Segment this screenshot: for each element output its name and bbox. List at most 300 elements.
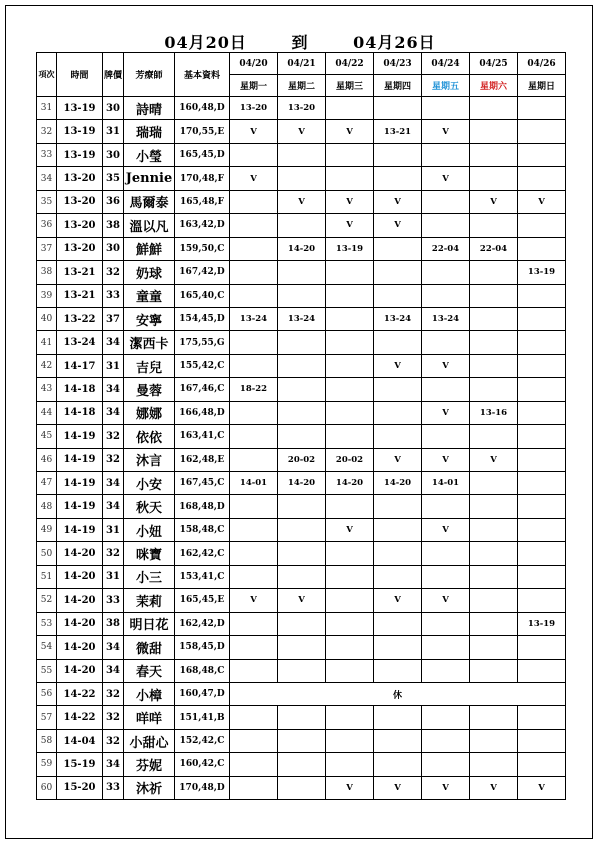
row-index: 44: [37, 401, 57, 424]
header-card: 牌價: [103, 53, 124, 97]
row-card-price: 34: [103, 659, 124, 682]
table-row: [37, 472, 566, 495]
schedule-cell: 13-19: [518, 612, 566, 635]
row-card-price: 32: [103, 682, 124, 705]
row-therapist-name: 安寧: [124, 307, 175, 330]
schedule-table: [36, 52, 566, 800]
schedule-cell: [470, 472, 518, 495]
row-card-price: 34: [103, 753, 124, 776]
schedule-cell: [374, 659, 422, 682]
schedule-cell: [230, 284, 278, 307]
row-time: 14-17: [57, 354, 103, 377]
row-card-price: 35: [103, 167, 124, 190]
schedule-cell: [278, 143, 326, 166]
row-card-price: 31: [103, 354, 124, 377]
schedule-cell: [374, 143, 422, 166]
schedule-cell: [518, 214, 566, 237]
schedule-cell: [230, 753, 278, 776]
page-title: [0, 30, 600, 53]
schedule-cell: 13-20: [278, 97, 326, 120]
header-therapist: 芳療師: [124, 53, 175, 97]
schedule-cell: [470, 167, 518, 190]
row-therapist-name: 小三: [124, 565, 175, 588]
row-basic-info: 167,46,C: [175, 378, 230, 401]
schedule-cell: [374, 542, 422, 565]
row-card-price: 31: [103, 120, 124, 143]
schedule-cell: [470, 307, 518, 330]
header-weekday: 星期四: [374, 75, 422, 97]
row-index: 52: [37, 589, 57, 612]
schedule-cell: 13-24: [422, 307, 470, 330]
schedule-cell: [470, 97, 518, 120]
table-row: [37, 565, 566, 588]
row-index: 31: [37, 97, 57, 120]
schedule-cell: [374, 706, 422, 729]
table-row: [37, 167, 566, 190]
schedule-cell: V: [470, 190, 518, 213]
table-row: [37, 659, 566, 682]
row-time: 14-22: [57, 682, 103, 705]
schedule-cell: [470, 378, 518, 401]
row-therapist-name: 吉兒: [124, 354, 175, 377]
row-time: 14-20: [57, 636, 103, 659]
row-index: 35: [37, 190, 57, 213]
schedule-cell: 13-20: [230, 97, 278, 120]
schedule-cell: [230, 261, 278, 284]
table-row: [37, 753, 566, 776]
row-basic-info: 154,45,D: [175, 307, 230, 330]
row-time: 14-20: [57, 565, 103, 588]
row-card-price: 34: [103, 331, 124, 354]
row-therapist-name: 溫以凡: [124, 214, 175, 237]
schedule-cell: [374, 753, 422, 776]
row-index: 38: [37, 261, 57, 284]
schedule-cell: [470, 659, 518, 682]
row-index: 41: [37, 331, 57, 354]
row-index: 53: [37, 612, 57, 635]
schedule-cell: [326, 261, 374, 284]
schedule-cell: V: [278, 120, 326, 143]
schedule-cell: [230, 237, 278, 260]
schedule-cell: [374, 636, 422, 659]
row-therapist-name: 奶球: [124, 261, 175, 284]
schedule-cell: V: [326, 518, 374, 541]
schedule-cell: 13-21: [374, 120, 422, 143]
row-basic-info: 155,42,C: [175, 354, 230, 377]
schedule-cell: [230, 776, 278, 799]
schedule-cell: [422, 706, 470, 729]
header-date: 04/26: [518, 53, 566, 75]
schedule-cell: [278, 729, 326, 752]
schedule-cell: V: [470, 448, 518, 471]
row-card-price: 37: [103, 307, 124, 330]
schedule-cell: [230, 612, 278, 635]
header-date: 04/23: [374, 53, 422, 75]
row-basic-info: 167,45,C: [175, 472, 230, 495]
row-therapist-name: 微甜: [124, 636, 175, 659]
schedule-cell: [326, 495, 374, 518]
row-therapist-name: 小甜心: [124, 729, 175, 752]
row-index: 59: [37, 753, 57, 776]
schedule-cell: 22-04: [422, 237, 470, 260]
table-row: [37, 682, 566, 705]
schedule-cell: 13-24: [278, 307, 326, 330]
schedule-cell: [470, 612, 518, 635]
row-basic-info: 160,42,C: [175, 753, 230, 776]
schedule-cell: [518, 284, 566, 307]
schedule-cell: [278, 753, 326, 776]
schedule-cell: [230, 542, 278, 565]
schedule-cell: [518, 401, 566, 424]
title-to: 到: [291, 33, 309, 52]
table-body: [37, 97, 566, 800]
row-card-price: 33: [103, 589, 124, 612]
schedule-cell: V: [326, 120, 374, 143]
table-header: [37, 53, 566, 97]
schedule-cell: [326, 354, 374, 377]
table-row: [37, 729, 566, 752]
schedule-cell: [422, 143, 470, 166]
schedule-cell: [374, 284, 422, 307]
table-row: [37, 214, 566, 237]
schedule-cell: [470, 636, 518, 659]
table-row: [37, 354, 566, 377]
row-basic-info: 165,45,D: [175, 143, 230, 166]
row-index: 47: [37, 472, 57, 495]
row-therapist-name: 秋天: [124, 495, 175, 518]
schedule-cell: [422, 636, 470, 659]
table-row: [37, 378, 566, 401]
schedule-cell: 14-20: [326, 472, 374, 495]
schedule-cell: [422, 190, 470, 213]
table-row: [37, 495, 566, 518]
row-basic-info: 165,45,E: [175, 589, 230, 612]
row-time: 13-21: [57, 284, 103, 307]
header-info: 基本資料: [175, 53, 230, 97]
row-time: 14-19: [57, 448, 103, 471]
schedule-cell: [470, 706, 518, 729]
table-row: [37, 425, 566, 448]
schedule-cell: 20-02: [326, 448, 374, 471]
row-index: 55: [37, 659, 57, 682]
schedule-cell: [518, 518, 566, 541]
schedule-cell: [518, 237, 566, 260]
schedule-cell: [326, 97, 374, 120]
schedule-cell: [518, 729, 566, 752]
schedule-cell: [326, 542, 374, 565]
row-basic-info: 170,48,F: [175, 167, 230, 190]
row-index: 48: [37, 495, 57, 518]
schedule-cell: [422, 659, 470, 682]
schedule-cell: [374, 331, 422, 354]
schedule-cell: [470, 331, 518, 354]
schedule-cell: V: [278, 190, 326, 213]
row-basic-info: 167,42,D: [175, 261, 230, 284]
row-index: 46: [37, 448, 57, 471]
schedule-cell: [326, 401, 374, 424]
table-row: [37, 97, 566, 120]
schedule-cell: [278, 776, 326, 799]
row-index: 58: [37, 729, 57, 752]
table-row: [37, 261, 566, 284]
schedule-cell: [278, 612, 326, 635]
schedule-cell: [374, 565, 422, 588]
schedule-cell: V: [374, 448, 422, 471]
row-therapist-name: 小妞: [124, 518, 175, 541]
schedule-cell: V: [230, 167, 278, 190]
row-therapist-name: 瑞瑞: [124, 120, 175, 143]
table-row: [37, 589, 566, 612]
schedule-cell: 14-20: [374, 472, 422, 495]
schedule-cell: [230, 565, 278, 588]
schedule-cell: [422, 97, 470, 120]
row-therapist-name: 依依: [124, 425, 175, 448]
schedule-cell: [518, 425, 566, 448]
row-index: 43: [37, 378, 57, 401]
row-card-price: 33: [103, 776, 124, 799]
row-card-price: 30: [103, 237, 124, 260]
schedule-cell: 18-22: [230, 378, 278, 401]
row-card-price: 32: [103, 448, 124, 471]
schedule-cell: [326, 425, 374, 448]
schedule-cell: V: [422, 448, 470, 471]
schedule-cell: 22-04: [470, 237, 518, 260]
schedule-cell: [374, 378, 422, 401]
schedule-cell: [518, 448, 566, 471]
schedule-cell: [470, 354, 518, 377]
schedule-cell: [470, 214, 518, 237]
row-therapist-name: 芬妮: [124, 753, 175, 776]
schedule-cell: [374, 401, 422, 424]
schedule-cell: 20-02: [278, 448, 326, 471]
schedule-cell: [518, 636, 566, 659]
schedule-cell: [470, 284, 518, 307]
schedule-cell: [230, 331, 278, 354]
row-therapist-name: 咩咩: [124, 706, 175, 729]
row-basic-info: 151,41,B: [175, 706, 230, 729]
row-index: 36: [37, 214, 57, 237]
row-time: 13-20: [57, 167, 103, 190]
row-therapist-name: 明日花: [124, 612, 175, 635]
header-weekday: 星期一: [230, 75, 278, 97]
schedule-cell: [374, 237, 422, 260]
schedule-cell: [374, 612, 422, 635]
schedule-cell: [470, 542, 518, 565]
schedule-cell: [470, 261, 518, 284]
row-index: 49: [37, 518, 57, 541]
schedule-cell: [230, 354, 278, 377]
schedule-cell: [374, 167, 422, 190]
row-therapist-name: 茉莉: [124, 589, 175, 612]
row-basic-info: 152,42,C: [175, 729, 230, 752]
schedule-cell: [422, 261, 470, 284]
schedule-cell: [326, 659, 374, 682]
schedule-cell: [278, 354, 326, 377]
schedule-cell: [470, 589, 518, 612]
schedule-cell: [422, 753, 470, 776]
table-row: [37, 237, 566, 260]
schedule-cell: [518, 307, 566, 330]
row-time: 14-19: [57, 472, 103, 495]
schedule-cell: [278, 706, 326, 729]
schedule-cell: [374, 518, 422, 541]
schedule-cell: [518, 97, 566, 120]
row-time: 14-19: [57, 518, 103, 541]
row-index: 37: [37, 237, 57, 260]
schedule-cell: V: [374, 776, 422, 799]
schedule-cell: 13-19: [326, 237, 374, 260]
schedule-cell: 14-20: [278, 472, 326, 495]
schedule-cell: [470, 753, 518, 776]
header-weekday: 星期二: [278, 75, 326, 97]
row-basic-info: 160,47,D: [175, 682, 230, 705]
row-card-price: 30: [103, 97, 124, 120]
schedule-cell: [518, 706, 566, 729]
row-basic-info: 168,48,D: [175, 495, 230, 518]
row-index: 60: [37, 776, 57, 799]
row-therapist-name: 潔西卡: [124, 331, 175, 354]
schedule-cell: 13-16: [470, 401, 518, 424]
row-therapist-name: 沐祈: [124, 776, 175, 799]
schedule-cell: [278, 331, 326, 354]
schedule-cell: [470, 729, 518, 752]
schedule-cell: [470, 143, 518, 166]
row-basic-info: 175,55,G: [175, 331, 230, 354]
row-therapist-name: 娜娜: [124, 401, 175, 424]
table-row: [37, 120, 566, 143]
schedule-cell: [278, 284, 326, 307]
table-row: [37, 143, 566, 166]
schedule-cell: [326, 589, 374, 612]
row-time: 13-20: [57, 190, 103, 213]
row-card-price: 36: [103, 190, 124, 213]
row-time: 13-19: [57, 120, 103, 143]
header-weekday-friday: 星期五: [422, 75, 470, 97]
schedule-cell: [374, 495, 422, 518]
row-therapist-name: 詩晴: [124, 97, 175, 120]
header-date: 04/24: [422, 53, 470, 75]
row-time: 14-19: [57, 495, 103, 518]
schedule-cell: [326, 143, 374, 166]
row-index: 51: [37, 565, 57, 588]
schedule-cell: [518, 753, 566, 776]
schedule-cell: [518, 167, 566, 190]
schedule-cell: V: [374, 589, 422, 612]
schedule-cell: V: [422, 354, 470, 377]
schedule-cell: [278, 659, 326, 682]
table-row: [37, 542, 566, 565]
schedule-cell: V: [230, 589, 278, 612]
schedule-cell: [278, 378, 326, 401]
schedule-cell: [422, 284, 470, 307]
schedule-cell: [374, 425, 422, 448]
schedule-cell: 14-01: [230, 472, 278, 495]
schedule-cell: [422, 425, 470, 448]
row-therapist-name: 童童: [124, 284, 175, 307]
row-time: 14-20: [57, 542, 103, 565]
schedule-cell: [374, 97, 422, 120]
row-basic-info: 160,48,D: [175, 97, 230, 120]
row-basic-info: 165,48,F: [175, 190, 230, 213]
row-index: 56: [37, 682, 57, 705]
table-row: [37, 331, 566, 354]
schedule-cell: 14-01: [422, 472, 470, 495]
row-card-price: 32: [103, 542, 124, 565]
schedule-cell: [278, 542, 326, 565]
row-card-price: 31: [103, 518, 124, 541]
schedule-cell: 13-24: [230, 307, 278, 330]
row-basic-info: 153,41,C: [175, 565, 230, 588]
row-basic-info: 165,40,C: [175, 284, 230, 307]
schedule-cell: [278, 425, 326, 448]
row-card-price: 34: [103, 401, 124, 424]
header-weekday-saturday: 星期六: [470, 75, 518, 97]
header-date: 04/21: [278, 53, 326, 75]
row-index: 45: [37, 425, 57, 448]
row-card-price: 38: [103, 214, 124, 237]
schedule-cell: [326, 753, 374, 776]
schedule-cell: [518, 143, 566, 166]
row-time: 13-24: [57, 331, 103, 354]
schedule-cell: [230, 636, 278, 659]
row-basic-info: 163,42,D: [175, 214, 230, 237]
table-row: [37, 776, 566, 799]
schedule-cell: [230, 659, 278, 682]
row-basic-info: 162,48,E: [175, 448, 230, 471]
schedule-cell: [278, 261, 326, 284]
row-index: 54: [37, 636, 57, 659]
schedule-cell: [422, 495, 470, 518]
schedule-cell: V: [422, 120, 470, 143]
row-time: 13-19: [57, 97, 103, 120]
schedule-cell: [518, 378, 566, 401]
table-row: [37, 518, 566, 541]
row-time: 14-04: [57, 729, 103, 752]
header-date: 04/25: [470, 53, 518, 75]
schedule-cell: [518, 472, 566, 495]
row-time: 14-19: [57, 425, 103, 448]
table-row: [37, 448, 566, 471]
schedule-cell: [326, 565, 374, 588]
row-index: 42: [37, 354, 57, 377]
schedule-cell: [326, 706, 374, 729]
schedule-cell: [326, 167, 374, 190]
row-card-price: 34: [103, 636, 124, 659]
header-time: 時間: [57, 53, 103, 97]
row-rest-note: 休: [230, 682, 566, 705]
row-card-price: 34: [103, 378, 124, 401]
schedule-cell: [230, 190, 278, 213]
schedule-cell: [278, 167, 326, 190]
schedule-cell: [278, 495, 326, 518]
row-basic-info: 162,42,D: [175, 612, 230, 635]
row-time: 13-21: [57, 261, 103, 284]
schedule-cell: [518, 659, 566, 682]
schedule-cell: [374, 729, 422, 752]
row-card-price: 32: [103, 729, 124, 752]
row-therapist-name: 鮮鮮: [124, 237, 175, 260]
row-index: 33: [37, 143, 57, 166]
schedule-cell: V: [374, 354, 422, 377]
row-card-price: 34: [103, 472, 124, 495]
schedule-cell: [518, 495, 566, 518]
schedule-cell: [230, 425, 278, 448]
row-time: 14-18: [57, 378, 103, 401]
schedule-cell: [230, 143, 278, 166]
schedule-cell: [326, 612, 374, 635]
row-time: 14-20: [57, 589, 103, 612]
row-therapist-name: 小瑩: [124, 143, 175, 166]
